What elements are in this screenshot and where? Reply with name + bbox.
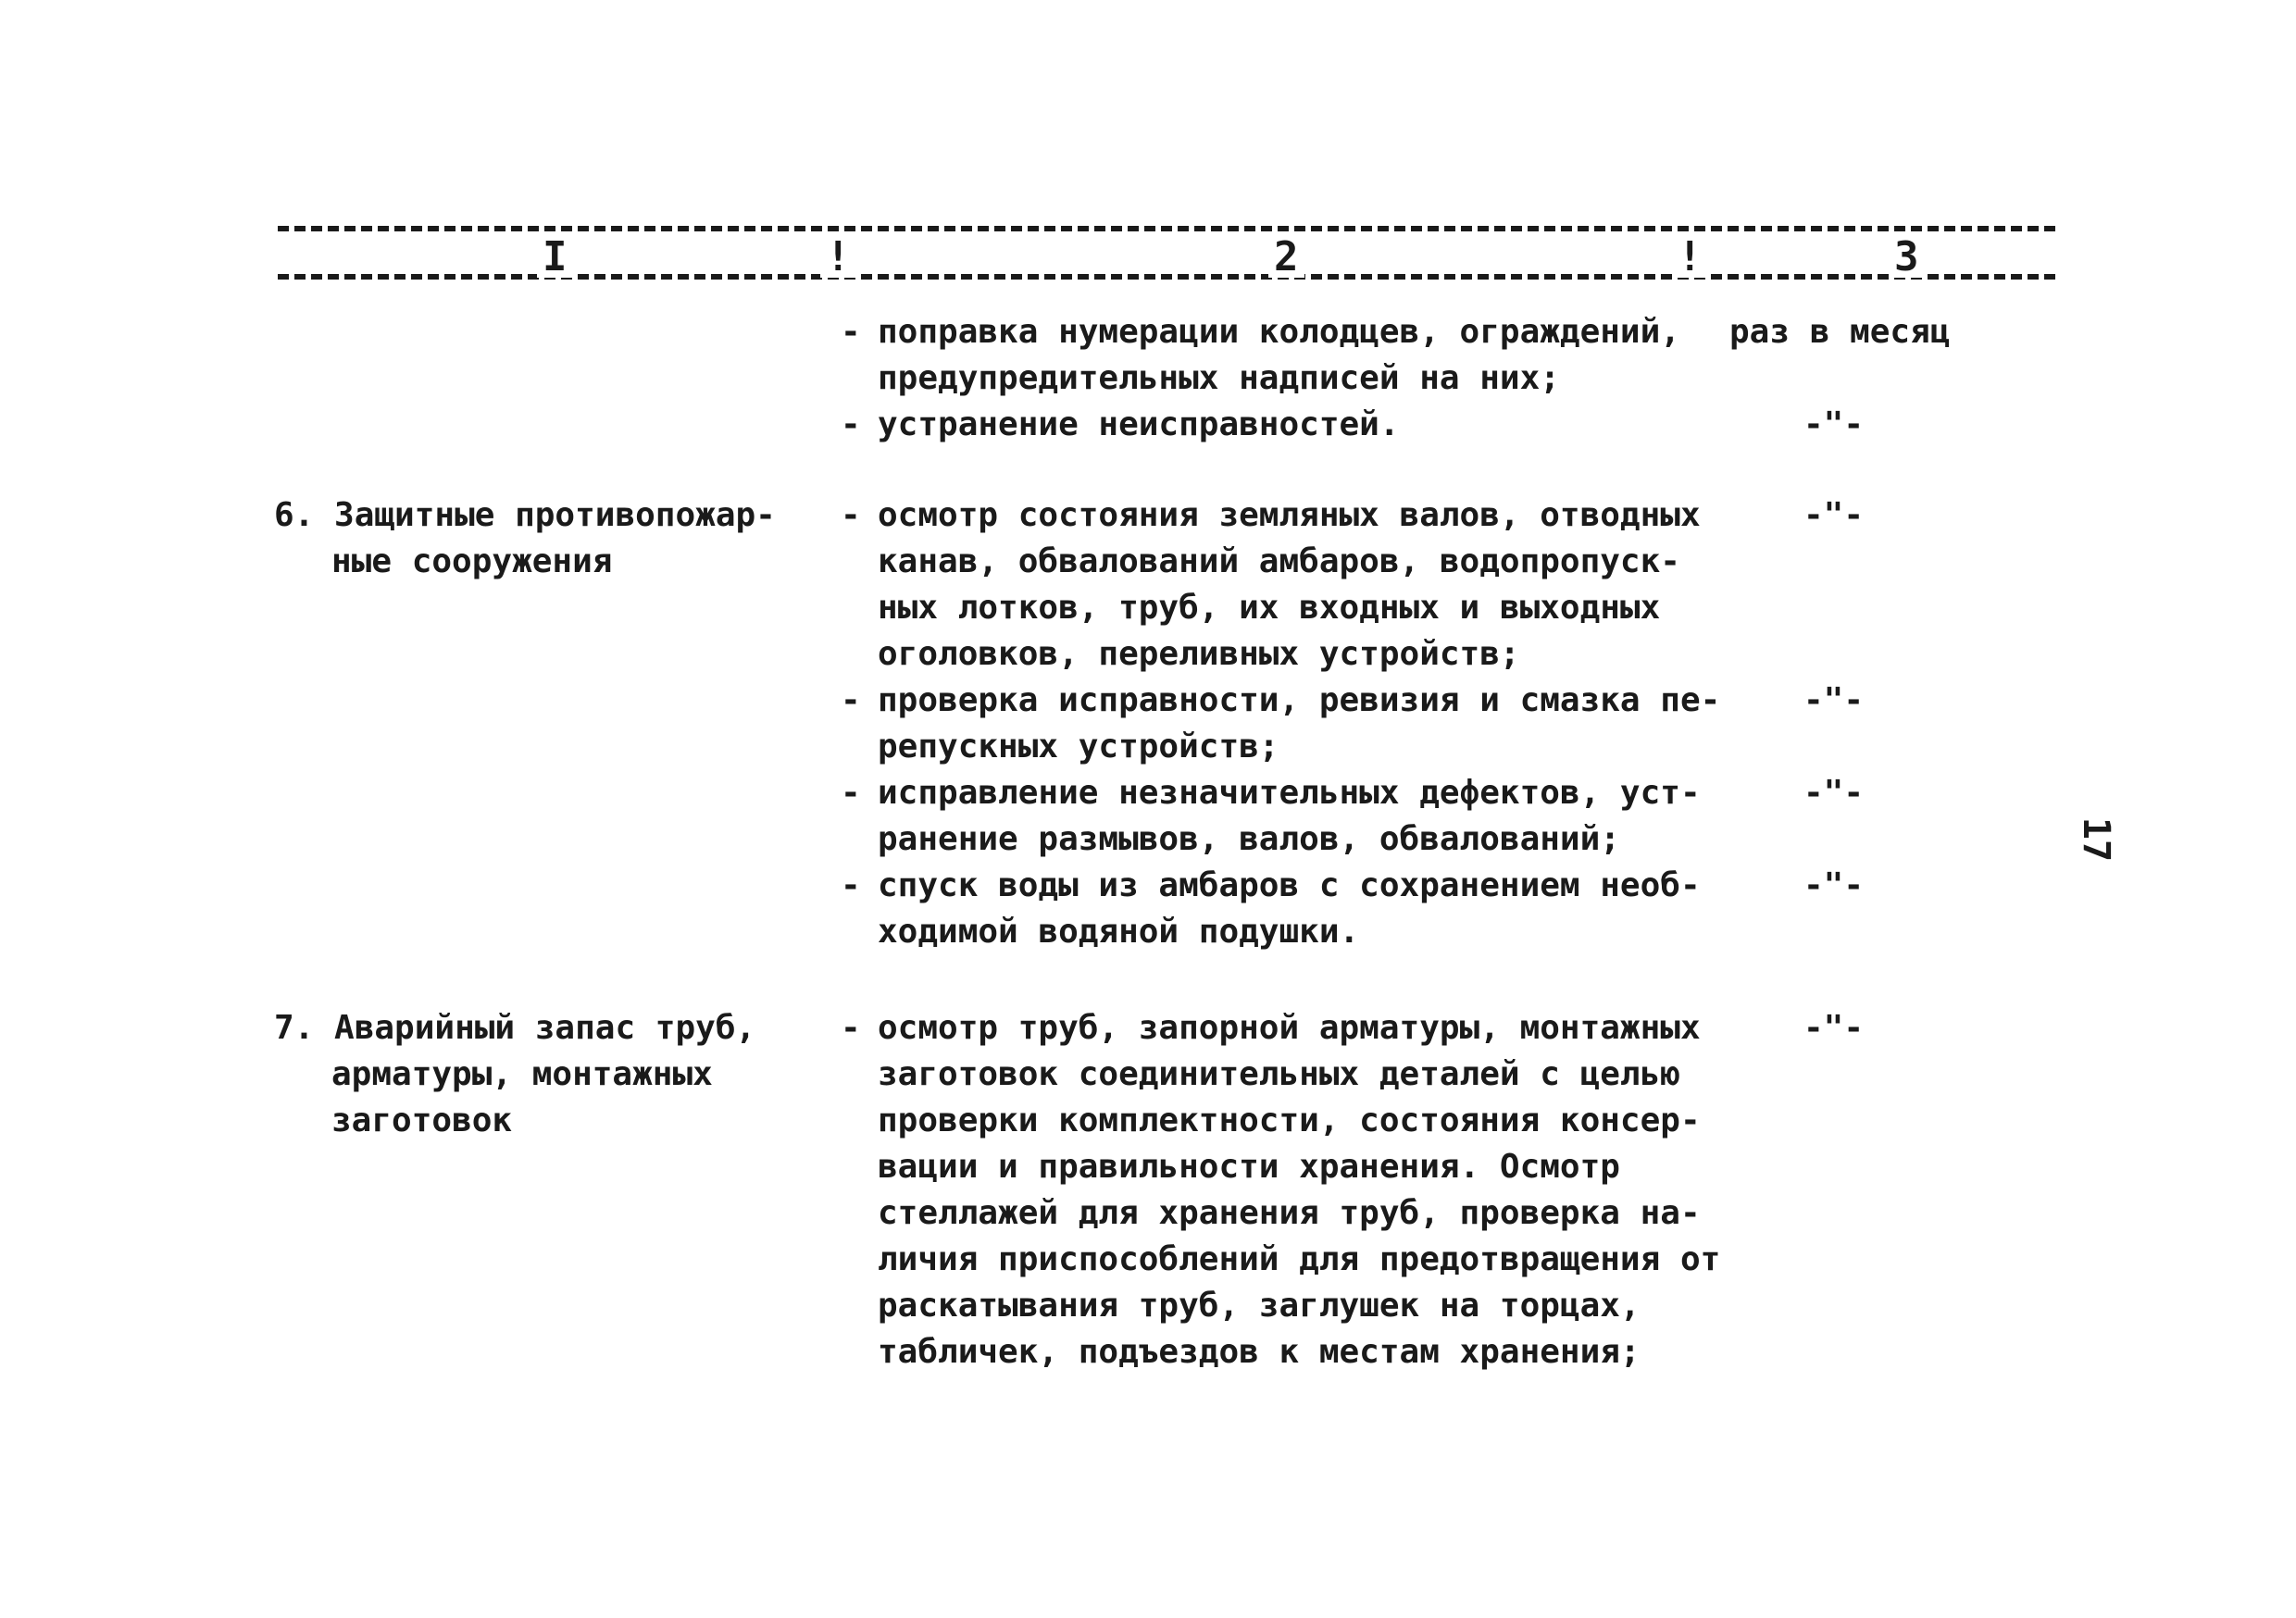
list-item-line: ходимой водяной подушки. <box>878 913 1360 951</box>
column-header-1: I <box>537 237 573 278</box>
list-item-line: вации и правильности хранения. Осмотр <box>878 1148 1620 1186</box>
list-item-dash: - <box>841 1009 861 1047</box>
list-item-line: ранение размывов, валов, обвалований; <box>878 820 1620 858</box>
list-item-line: ных лотков, труб, их входных и выходных <box>878 589 1661 627</box>
list-item-line: осмотр состояния земляных валов, отводных <box>878 496 1701 534</box>
column-separator-2: ! <box>1672 237 1708 278</box>
list-item-dash: - <box>841 405 861 443</box>
column-header-2: 2 <box>1268 237 1304 278</box>
frequency-cell: раз в месяц <box>1729 313 1951 351</box>
section-6-title: 6. Защитные противопожар- <box>274 496 776 534</box>
list-item-dash: - <box>841 866 861 904</box>
frequency-cell: -"- <box>1803 866 1865 904</box>
list-item-line: канав, обвалований амбаров, водопропуск- <box>878 542 1680 580</box>
list-item-line: проверка исправности, ревизия и смазка пе- <box>878 681 1721 719</box>
list-item-line: поправка нумерации колодцев, ограждений, <box>878 313 1680 351</box>
list-item-line: предупредительных надписей на них; <box>878 359 1560 397</box>
list-item-line: заготовок соединительных деталей с целью <box>878 1055 1680 1093</box>
frequency-cell: -"- <box>1803 496 1865 534</box>
list-item-line: осмотр труб, запорной арматуры, монтажных <box>878 1009 1701 1047</box>
list-item-line: личия приспособлений для предотвращения от <box>878 1240 1721 1278</box>
section-7-title: заготовок <box>331 1101 513 1139</box>
column-separator-1: ! <box>820 237 856 278</box>
list-item-line: оголовков, переливных устройств; <box>878 635 1520 673</box>
frequency-cell: -"- <box>1803 681 1865 719</box>
page-number: 17 <box>2075 816 2118 863</box>
list-item-line: раскатывания труб, заглушек на торцах, <box>878 1287 1641 1325</box>
list-item-dash: - <box>841 313 861 351</box>
list-item-line: стеллажей для хранения труб, проверка на- <box>878 1194 1701 1232</box>
section-7-title: 7. Аварийный запас труб, <box>274 1009 756 1047</box>
list-item-dash: - <box>841 496 861 534</box>
section-7-title: арматуры, монтажных <box>331 1055 713 1093</box>
frequency-cell: -"- <box>1803 1009 1865 1047</box>
section-6-title: ные сооружения <box>331 542 613 580</box>
column-header-3: 3 <box>1889 237 1925 278</box>
list-item-dash: - <box>841 681 861 719</box>
frequency-cell: -"- <box>1803 405 1865 443</box>
list-item-line: табличек, подъездов к местам хранения; <box>878 1333 1641 1371</box>
list-item-line: проверки комплектности, состояния консер- <box>878 1101 1701 1139</box>
list-item-line: спуск воды из амбаров с сохранением необ- <box>878 866 1701 904</box>
list-item-dash: - <box>841 774 861 812</box>
list-item-line: исправление незначительных дефектов, уст- <box>878 774 1701 812</box>
header-rule-top <box>278 226 2055 231</box>
list-item-line: репускных устройств; <box>878 728 1279 765</box>
frequency-cell: -"- <box>1803 774 1865 812</box>
list-item-line: устранение неисправностей. <box>878 405 1400 443</box>
